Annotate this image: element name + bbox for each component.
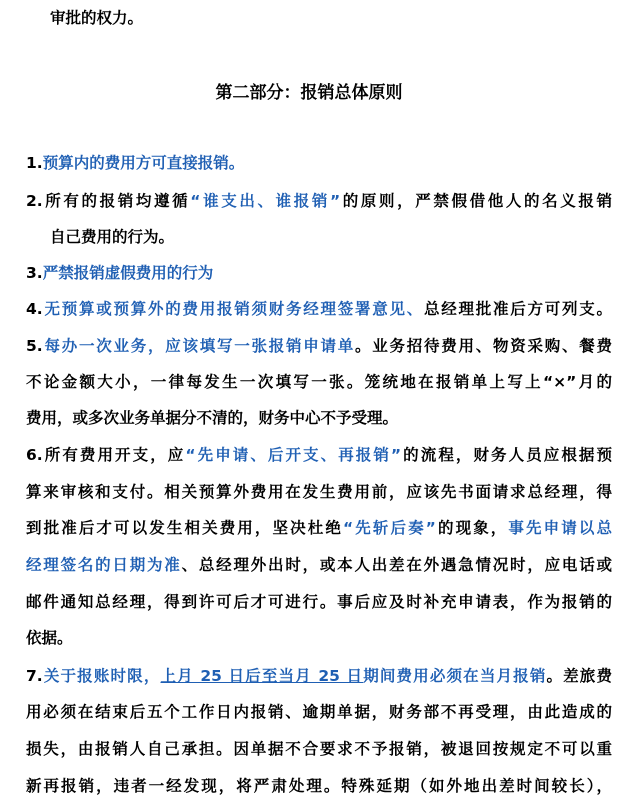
item-6-quote: “先申请、后开支、再报销” (185, 446, 402, 464)
item-5-highlight: 每办一次业务，应该填写一张报销申请单 (42, 337, 355, 355)
item-2-number: 2. (26, 192, 43, 210)
item-7-line-3: 损失，由报销人自己承担。因单据不合要求不予报销，被退回按规定不可以重 (26, 740, 612, 758)
item-6-number: 6. (26, 446, 43, 464)
item-5-line-2: 不论金额大小，一律每发生一次填写一张。笼统地在报销单上写上“×”月的 (26, 373, 612, 391)
item-6-line-2: 算来审核和支付。相关预算外费用在发生费用前，应该先书面请求总经理，得 (26, 483, 612, 501)
item-1 (26, 153, 612, 173)
item-4-highlight: 无预算或预算外的费用报销须财务经理签署意见、 (42, 300, 424, 318)
item-5-line-1 (26, 336, 612, 356)
item-2-text: 所有的报销均遵循 (42, 192, 191, 210)
item-4-text: 总经理批准后方可列支。 (423, 300, 612, 318)
item-1-highlight: 预算内的费用方可直接报销。 (42, 154, 245, 172)
item-7-underlined-period: 上月 25 日后至当月 25 日 (160, 667, 364, 685)
item-7-text: 。差旅费 (546, 667, 612, 685)
item-5-number: 5. (26, 337, 43, 355)
item-3-highlight: 严禁报销虚假费用的行为 (42, 264, 214, 282)
item-4-number: 4. (26, 300, 43, 318)
item-6-highlight-2: 经理签名的日期为准 (26, 556, 182, 574)
item-3-number: 3. (26, 264, 43, 282)
item-7-highlight-1: 关于报账时限， (42, 667, 161, 685)
item-7-line-2: 用必须在结束后五个工作日内报销、逾期单据，财务部不再受理，由此造成的 (26, 703, 612, 721)
item-7-line-4: 新再报销，违者一经发现，将严肃处理。特殊延期（如外地出差时间较长）， (26, 777, 612, 795)
item-4 (26, 299, 612, 319)
item-5-line-3: 费用，或多次业务单据分不清的，财务中心不予受理。 (26, 409, 399, 427)
item-6-line-3-mid: 的现象， (435, 519, 509, 537)
item-5-text: 。业务招待费用、物资采购、餐费 (354, 337, 612, 355)
item-6-line-5: 邮件通知总经理，得到许可后才可进行。事后应及时补充申请表，作为报销的 (26, 593, 612, 611)
intro-tail-text: 审批的权力。 (50, 9, 144, 27)
section-title: 第二部分：报销总体原则 (215, 83, 403, 103)
item-6-highlight-1: 事先申请以总 (508, 519, 612, 537)
item-6-line-4 (26, 555, 612, 575)
intro-tail (50, 8, 612, 28)
item-1-number: 1. (26, 154, 43, 172)
item-6-text: 所有费用开支，应 (42, 446, 186, 464)
item-6-line-3-text: 到批准后才可以发生相关费用，坚决杜绝 (26, 519, 343, 537)
item-6-line-1 (26, 445, 612, 465)
item-6-line-3 (26, 518, 612, 538)
item-6-quote-2: “先斩后奏” (342, 519, 436, 537)
item-2-line-2: 自己费用的行为。 (50, 228, 175, 246)
item-2-line-1 (26, 191, 612, 211)
item-6-line-6: 依据。 (26, 629, 73, 647)
item-6-line-4-text: 、总经理外出时，或本人出差在外遇急情况时，应电话或 (181, 556, 612, 574)
item-2-text-post: 的原则，严禁假借他人的名义报销 (340, 192, 612, 210)
item-3 (26, 263, 612, 283)
item-7-highlight-2: 期间费用必须在当月报销 (363, 667, 547, 685)
item-6-text-post: 的流程，财务人员应根据预 (401, 446, 612, 464)
item-7-number: 7. (26, 667, 43, 685)
item-7-line-1 (26, 666, 612, 686)
item-2-quote: “谁支出、谁报销” (190, 192, 341, 210)
